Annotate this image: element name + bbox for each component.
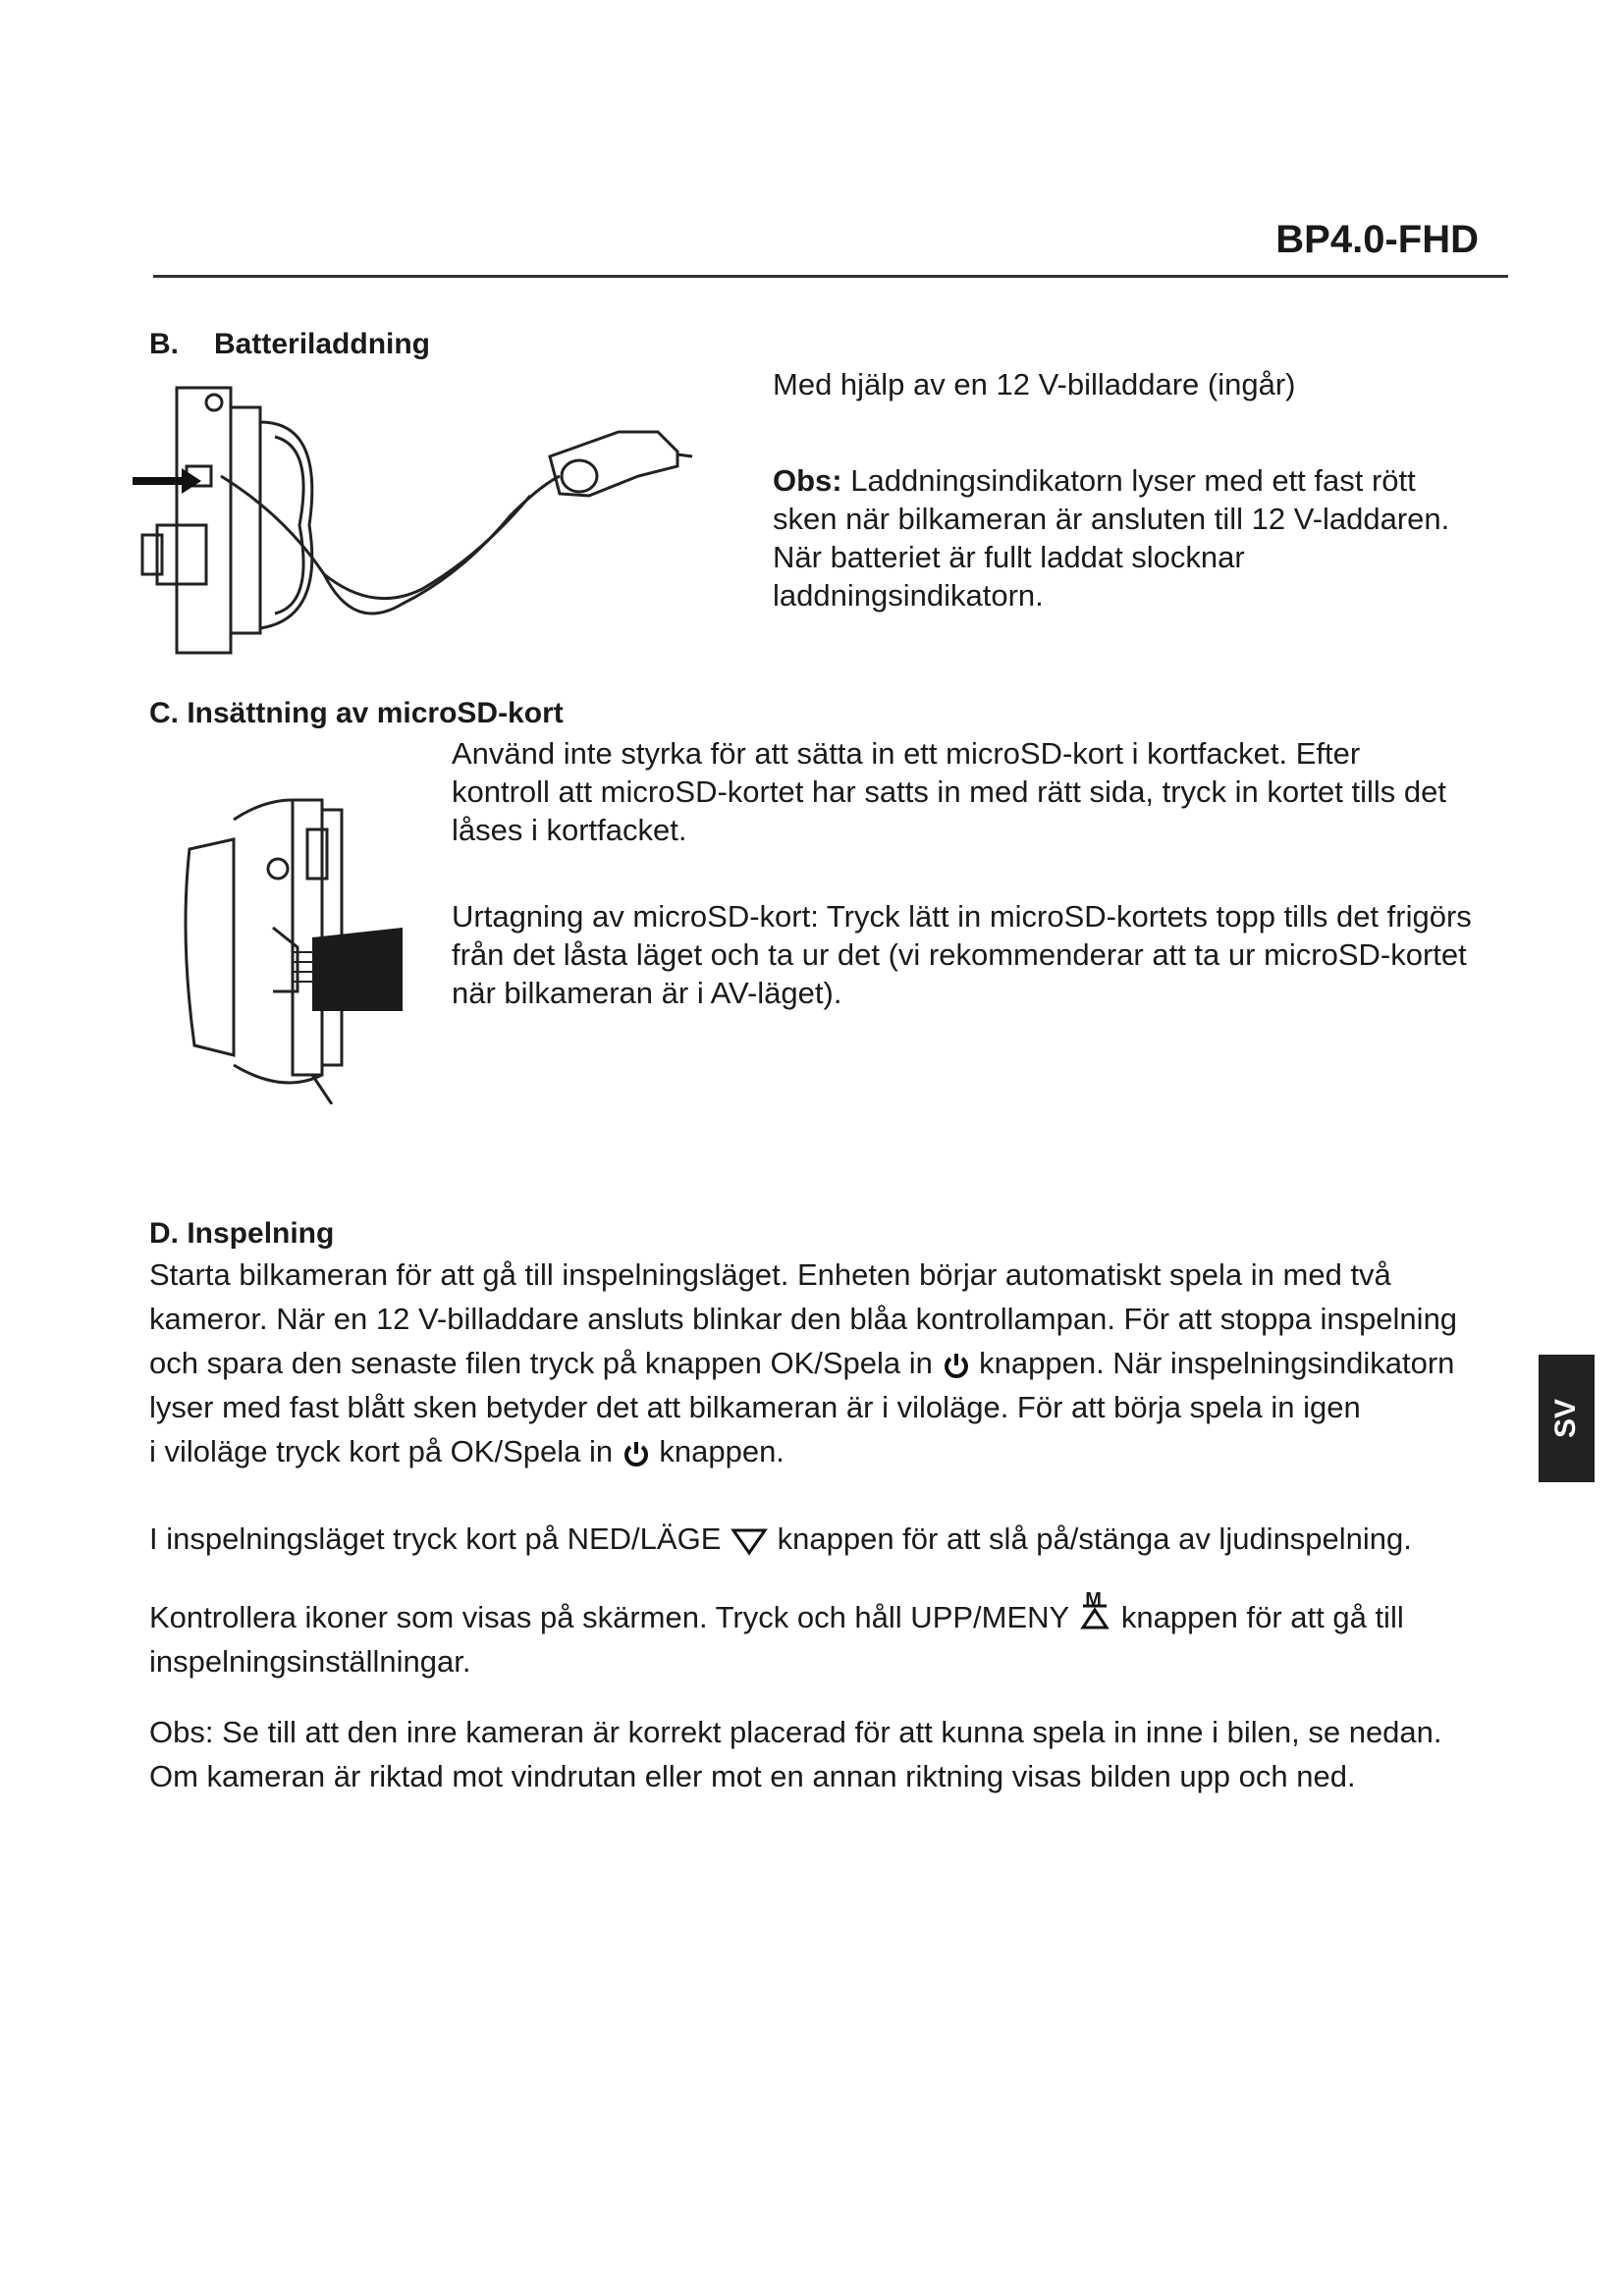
note-line-2: sken när bilkameran är ansluten till 12 V-laddaren. [773,502,1450,536]
d-para1-line3-b: knappen. När inspelningsindikatorn [979,1346,1455,1380]
d-para1-line5-b: knappen. [659,1434,785,1468]
d-para1-line3-a: och spara den senaste filen tryck på knappen OK/Spela in [149,1346,933,1380]
d-para2-b: knappen för att slå på/stänga av ljudinspelning. [777,1522,1412,1556]
section-d-title: D. Inspelning [149,1217,335,1250]
c-para1-line1: Använd inte styrka för att sätta in ett microSD-kort i kortfacket. Efter [452,736,1361,771]
charger-line: Med hjälp av en 12 V-billaddare (ingår) [773,367,1296,401]
model-name: BP4.0-FHD [1275,218,1479,261]
d-para1-line4: lyser med fast blått sken betyder det att bilkameran är i viloläge. För att börja spela in igen [149,1390,1361,1424]
charging-note [773,461,1519,614]
settings-paragraph [149,1590,1494,1683]
note-line-4: laddningsindikatorn. [773,578,1044,613]
c-para1-line2: kontroll att microSD-kortet har satts in med rätt sida, tryck in kortet tills det [452,774,1446,809]
section-b-title: Batteriladdning [214,328,431,360]
c-para2-line1: Urtagning av microSD-kort: Tryck lätt in microSD-kortets topp tills det frigörs [452,899,1472,934]
audio-toggle-paragraph [149,1517,1494,1561]
d-para3-a: Kontrollera ikoner som visas på skärmen. Tryck och håll UPP/MENY [149,1600,1069,1634]
note-line-1: Laddningsindikatorn lyser med ett fast rött [850,463,1416,498]
d-para1-line5-a: i viloläge tryck kort på OK/Spela in [149,1434,614,1468]
d-para2-a: I inspelningsläget tryck kort på NED/LÄGE [149,1522,722,1556]
note-label: Obs: [773,463,842,498]
microsd-instruction [452,734,1497,849]
car-charger-illustration [128,378,697,667]
microsd-insertion-illustration [175,780,420,1104]
recording-paragraph [149,1253,1494,1473]
header-rule [153,275,1508,278]
section-b-letter: B. [149,328,179,360]
d-para3-b: knappen för att gå till [1120,1600,1404,1634]
d-para1-line2: kameror. När en 12 V-billaddare ansluts blinkar den blåa kontrollampan. För att stoppa inspelning [149,1302,1458,1336]
d-para1-line3 [149,1341,1494,1385]
note-line-3: När batteriet är fullt laddat slocknar [773,540,1245,574]
language-tab-label: SV [1549,1398,1583,1439]
up-menu-icon [1077,1590,1112,1633]
c-para2-line3: när bilkameran är i AV-läget). [452,976,842,1010]
d-para1-line1: Starta bilkameran för att gå till inspelningsläget. Enheten börjar automatiskt spela in med två [149,1257,1391,1292]
up-menu-icon-letter: M [1085,1589,1102,1611]
camera-placement-note [149,1710,1504,1798]
language-tab [1539,1355,1595,1482]
d-note-line2: Om kameran är riktad mot vindrutan eller mot en annan riktning visas bilden upp och ned. [149,1759,1356,1793]
power-icon [622,1439,651,1468]
d-para1-line5 [149,1429,1494,1473]
down-mode-triangle-icon [730,1525,769,1557]
section-c-title: C. Insättning av microSD-kort [149,697,564,729]
c-para2-line2: från det låsta läget och ta ur det (vi rekommenderar att ta ur microSD-kortet [452,937,1467,972]
microsd-removal [452,897,1512,1012]
power-icon [942,1351,971,1380]
d-para3-c: inspelningsinställningar. [149,1644,471,1679]
c-para1-line3: låses i kortfacket. [452,813,687,847]
d-note-line1: Obs: Se till att den inre kameran är korrekt placerad för att kunna spela in inne i bilen, se nedan. [149,1715,1442,1749]
